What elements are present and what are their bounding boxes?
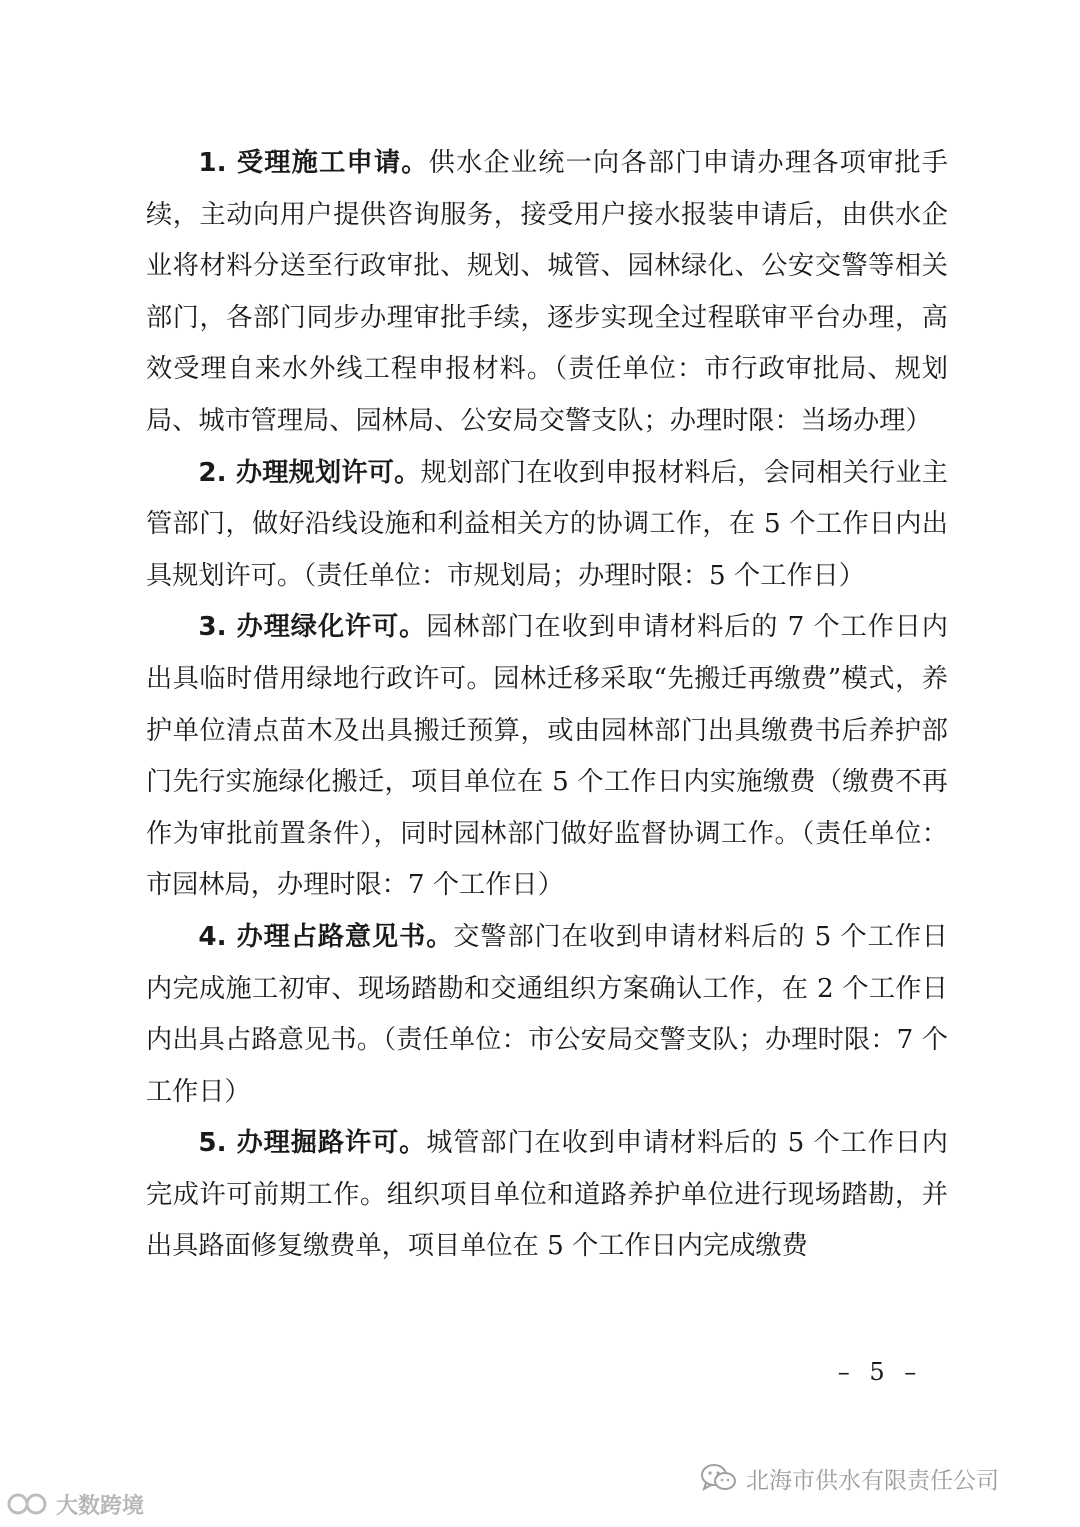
paragraph-4-text: 交警部门在收到申请材料后的 5 个工作日内完成施工初审、现场踏勘和交通组织方案确认工作，在 2 个工作日内出具占路意见书。（责任单位：市公安局交警支队；办理时限：7 个工作日） (146, 921, 948, 1107)
brand-name: 大数跨境 (56, 1493, 145, 1519)
paragraph-3 (146, 602, 948, 912)
paragraph-2 (146, 448, 948, 603)
wechat-account-name: 北海市供水有限责任公司 (746, 1467, 999, 1494)
page-number: – 5 – (837, 1358, 923, 1386)
brand-watermark (6, 1486, 144, 1522)
paragraph-4 (146, 912, 948, 1118)
paragraph-1 (146, 138, 948, 448)
brand-logo-icon (6, 1491, 50, 1517)
paragraph-3-heading: 3. 办理绿化许可。 (198, 612, 427, 643)
paragraph-4-heading: 4. 办理占路意见书。 (198, 921, 454, 952)
paragraph-1-text: 供水企业统一向各部门申请办理各项审批手续，主动向用户提供咨询服务，接受用户接水报装申请后，由供水企业将材料分送至行政审批、规划、城管、园林绿化、公安交警等相关部门，各部门同步办理审批手续，逐步实现全过程联审平台办理，高效受理自来水外线工程申报材料。（责任单位：市行政审批局、规划局、城市管理局、园林局、公安局交警支队；办理时限：当场办理） (146, 148, 948, 436)
paragraph-2-heading: 2. 办理规划许可。 (198, 457, 421, 488)
paragraph-3-text: 园林部门在收到申请材料后的 7 个工作日内出具临时借用绿地行政许可。园林迁移采取“先搬迁再缴费”模式，养护单位清点苗木及出具搬迁预算，或由园林部门出具缴费书后养护部门先行实施绿化搬迁，项目单位在 5 个工作日内实施缴费（缴费不再作为审批前置条件），同时园林部门做好监督协调工作。（责任单位：市园林局，办理时限：7 个工作日） (146, 612, 948, 901)
document-body (146, 138, 948, 1273)
paragraph-1-heading: 1. 受理施工申请。 (198, 148, 429, 178)
wechat-account-watermark (700, 1458, 999, 1498)
paragraph-5 (146, 1118, 948, 1273)
paragraph-2-text: 规划部门在收到申报材料后，会同相关行业主管部门，做好沿线设施和利益相关方的协调工作，在 5 个工作日内出具规划许可。（责任单位：市规划局；办理时限：5 个工作日） (146, 457, 948, 591)
wechat-icon (700, 1462, 738, 1494)
paragraph-5-text: 城管部门在收到申请材料后的 5 个工作日内完成许可前期工作。组织项目单位和道路养护单位进行现场踏勘，并出具路面修复缴费单，项目单位在 5 个工作日内完成缴费 (146, 1128, 948, 1262)
paragraph-5-heading: 5. 办理掘路许可。 (198, 1128, 427, 1159)
